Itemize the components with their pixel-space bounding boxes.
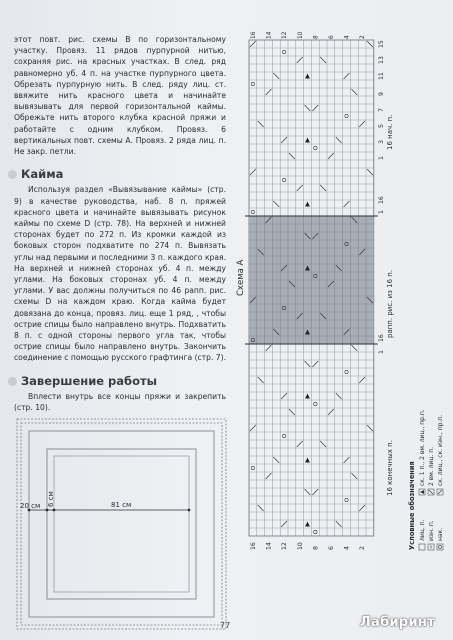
- chart-col-number: 2: [359, 546, 367, 550]
- chart-row-number-right: 13: [377, 56, 385, 64]
- chart-col-number-top: 8: [313, 35, 320, 39]
- chart-side-mark: 16: [377, 196, 385, 204]
- border-band-inner: [47, 449, 196, 599]
- chart-col-number: 14: [265, 542, 273, 550]
- legend-item-k2tog: 2 вм. лиц. п.: [428, 446, 435, 486]
- chart-col-number: 16: [250, 542, 257, 550]
- chart-row-number-right: 11: [377, 72, 385, 80]
- chart-bottom-label: 16 конечных п.: [385, 440, 394, 496]
- chart-row-number-right: 1: [377, 156, 385, 160]
- chart-col-number-top: 2: [360, 35, 367, 39]
- chart-col-number-top: 16: [251, 31, 257, 39]
- chart-col-number: 8: [312, 546, 320, 550]
- chart-col-number-top: 14: [266, 31, 273, 39]
- chart-title: Схема А: [236, 259, 246, 296]
- legend-item-ssp: ск. лиц., ск. изн., пр.п.: [437, 414, 444, 486]
- watermark-text: Лабиринт: [359, 615, 435, 630]
- chart-side-mark: 16: [377, 334, 385, 342]
- chart-row-number-right: 9: [377, 92, 385, 96]
- blanket-schematic: [15, 417, 231, 631]
- legend-item-sk2p: ск. 1 п., 2 вм. лиц., пр.п.: [419, 409, 426, 486]
- legend-item-purl: изн. п.: [428, 520, 435, 541]
- chart-col-number: 6: [328, 546, 335, 550]
- legend-svg: [402, 210, 452, 560]
- watermark-logo: [360, 615, 435, 630]
- dim-label-center: 81 см: [111, 501, 132, 509]
- legend-item-knit: лиц. п.: [419, 519, 426, 541]
- page-number: 77: [220, 621, 231, 630]
- chart-side-mark: 1: [377, 210, 385, 214]
- center-panel: [54, 456, 189, 592]
- chart-col-number-top: 4: [344, 35, 351, 39]
- chart-row-number-right: 7: [377, 108, 385, 112]
- intro-paragraph: этот повт. рис. схемы В по горизонтальному участку. Провяз. 11 рядов пурпурной нитью, сохраняя рис. на красных участках. В след. ряд равномерно уб. 4 п. на участке пурпурного цвета. Обрезать пурпурную нить. В след. ряду лиц. ст. ввяжите нить красного цвета и начинайте вывязывать для первой горизонтальной каймы. Обрежьте нить второго клубка красной пряжи и работайте с одним клубком. Провяз. 6 вертикальных повт. схемы А. Провяз. 2 ряда лиц. п. Не закр. петли.: [14, 35, 226, 157]
- finishing-paragraph: Вплести внутрь все концы пряжи и закрепить (стр. 10).: [14, 391, 226, 413]
- chart-row-number-right: 5: [377, 124, 385, 128]
- chart-top-label: 16 нач. п.: [385, 114, 394, 150]
- legend-swatch-yo: [437, 544, 443, 550]
- dim-label-left: 20 см: [20, 502, 41, 510]
- chart-col-number-top: 12: [282, 31, 289, 39]
- chart-rapport-label: рапп. рис. из 16 п.: [385, 269, 394, 338]
- chart-col-number: 4: [343, 546, 351, 550]
- chart-col-number: 10: [296, 542, 304, 550]
- bullet-dot-icon: [8, 377, 17, 386]
- chart-col-number: 12: [281, 542, 289, 550]
- blanket-schematic-svg: [15, 417, 231, 631]
- chart-col-number-top: 6: [329, 35, 335, 39]
- chart-row-number-right: 15: [377, 40, 385, 48]
- dim-label-mid: 6 см: [47, 491, 55, 507]
- finishing-heading: Завершение работы: [14, 376, 226, 387]
- border-zigzag-outer: [17, 419, 226, 629]
- border-paragraph: Используя раздел «Вывязывание каймы» (стр. 9) в качестве руководства, наб. 8 п. пряжей красного цвета и начинайте вывязывать рисунок каймы по схеме D (стр. 78). На верхней и нижней сторонах будет по 272 п. Из кромки каждой из боковых сторон подхватите по 274 п. Вывязать углы над первыми и последними 3 п. каждого края. На верхней и нижней сторонах уб. 4 п. между углами. На боковых сторонах уб. 4 п. между углами. У вас должны получиться по 46 рапп. рис. схемы D на каждом краю. Когда кайма будет довязана до конца, провяз. лиц. еще 1 ряд, , чтобы острие спицы было направлено внутрь. Подхватить 8 п. с одной стороны первого угла так, чтобы острие спицы было направлено внутрь. Закончить соединение с помощью русского графтинга (стр. 7).: [14, 185, 227, 363]
- legend-title: Условные обозначения: [408, 461, 416, 550]
- text-column: [14, 34, 226, 413]
- chart-row-number-right: 3: [377, 140, 385, 144]
- legend-item-yo: нак.: [437, 527, 444, 541]
- border-band-outer: [29, 431, 214, 617]
- chart-legend: [402, 210, 452, 560]
- legend-swatch-knit: [419, 544, 425, 550]
- chart-side-mark: 1: [377, 350, 385, 354]
- border-zigzag-inner: [21, 423, 222, 625]
- border-heading: Кайма: [14, 169, 226, 180]
- bullet-dot-icon: [8, 170, 17, 179]
- chart-col-number-top: 10: [297, 31, 304, 39]
